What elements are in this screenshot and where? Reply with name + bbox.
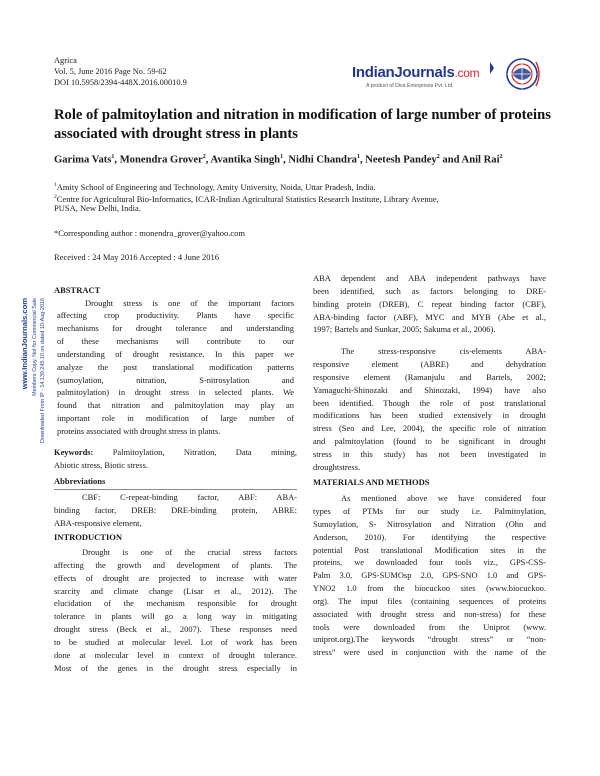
author-name: Anil Rai — [461, 154, 500, 166]
intro-line: drought stress (Beck et al., 2007). These responses need — [54, 624, 297, 635]
body-line: 1997; Bartels and Sunkar, 2005; Sakuma et al., 2006). — [313, 324, 496, 335]
abbreviation-line: CBF: C-repeat-binding factor, ABF: ABA- — [82, 491, 297, 502]
abstract-line: affecting crop productivity. Plants have specific — [57, 310, 294, 321]
intro-line: effects of drought are projected to increase with water — [54, 572, 297, 583]
body-line: Anderson, 2010). For identifying the respective — [313, 531, 546, 542]
methods-heading: MATERIALS AND METHODS — [313, 476, 430, 487]
body-line: potential Post translational Modification sites in the — [313, 544, 546, 555]
author-affiliation-marker: 2 — [499, 154, 503, 160]
affiliation-1: $^1$Amity School of Engineering and Technology, Amity University, Noida, Uttar Pradesh, India. — [54, 181, 376, 192]
author-name: Nidhi Chandra — [288, 154, 357, 166]
author-affiliation-marker: 1 — [280, 154, 284, 160]
author-affiliation-marker: 2 — [202, 154, 206, 160]
affiliation-2: $^2$Centre for Agricultural Bio-Informatics, ICAR-Indian Agricultural Statistics Research Institute, Library Avenue, — [54, 193, 439, 204]
right-column — [313, 272, 546, 659]
left-column — [54, 284, 297, 674]
watermark-members: Members Copy, Not for Commercial Sale — [32, 298, 38, 396]
intro-line: Drought is one of the crucial stress factors — [82, 547, 297, 557]
journal-name: Agrica — [54, 56, 77, 65]
keywords-top-rule — [54, 489, 297, 490]
author-name: Neetesh Pandey — [365, 154, 437, 166]
keywords-cont: Abiotic stress, Biotic stress. — [54, 459, 148, 470]
keywords: Keywords: Palmitoylation, Nitration, Data mining, — [54, 446, 297, 457]
download-watermark — [18, 298, 58, 478]
abstract-line: analyze the post translational modification patterns — [57, 361, 294, 372]
indianjournals-logo[interactable] — [352, 54, 552, 94]
logo-domain: .com — [454, 66, 480, 80]
body-line: modifications has been studied extensively in drought — [313, 410, 546, 421]
body-line: stress (Seo and Lee, 2004), the specific role of nitration — [313, 423, 546, 434]
abstract-line: Drought stress is one of the important factors — [85, 297, 294, 308]
watermark-download: Downloaded From IP - 14.139.245.10 on dated 10-Aug-2016 — [40, 298, 46, 443]
body-line: stress in this study) has not been investigated in — [313, 448, 546, 459]
body-line: been identified, such as factors belonging to DRE- — [313, 285, 546, 296]
logo-text: IndianJournals — [352, 64, 455, 81]
abstract-line: (sumoylation, nitration, S-nitrosylation and — [57, 374, 294, 385]
article-title: Role of palmitoylation and nitration in modification of large number of proteins associated with drought stress in plants — [54, 107, 551, 142]
doi: DOI 10.5958/2394-448X.2016.00010.9 — [54, 78, 187, 87]
body-line: As mentioned above we have considered four — [341, 493, 546, 504]
body-line: The stress-responsive cis-elements ABA- — [341, 346, 546, 357]
introduction-heading: INTRODUCTION — [54, 531, 123, 542]
body-line: Yamaguchi-Shinozaki and Shinozaki, 1994) have also — [313, 384, 546, 395]
author-affiliation-marker: 1 — [111, 154, 115, 160]
body-line: tools were downloaded from the Uniprot (www. — [313, 621, 546, 632]
abstract-line: proteins associated with drought stress in plants. — [57, 425, 221, 436]
intro-line: scarcity and climate change (Lisar et al., 2012). The — [54, 585, 297, 596]
abstract-line: palmitoylation) in drought stress in selected plants. We — [57, 387, 294, 398]
globe-icon — [484, 54, 546, 94]
body-line: types of PTMs for our study i.e. Palmitoylation, — [313, 506, 546, 516]
author-affiliation-marker: 2 — [436, 154, 440, 160]
body-line: proteins, we downloaded four tools viz., GPS-CSS- — [313, 557, 546, 568]
intro-line: affecting the growth and development of plants. The — [54, 559, 297, 570]
body-line: YNO2 1.0 from the biocuckoo sites (www.biocuckoo. — [313, 583, 546, 594]
body-line: binding protein (DREB), C repeat binding factor (CBF), — [313, 298, 546, 309]
body-line: Palm 3.0, GPS-SUMOsp 2.0, GPS-SNO 1.0 and GPS- — [313, 570, 546, 581]
body-line: been identified. Though the role of post translational — [313, 397, 546, 408]
body-line: responsive element (ABRE) and dehydration — [313, 359, 546, 370]
abstract-line: of these mechanisms will contribute to our — [57, 336, 294, 347]
intro-line: done at molecular level in context of drought tolerance. — [54, 649, 297, 660]
abbreviation-line: binding factor, DREB: DRE-binding protein, ABRE: — [54, 504, 297, 515]
body-line: stress” were used in conjunction with the name of the — [313, 647, 546, 658]
body-line: org). The input files (containing sequences of proteins — [313, 595, 546, 606]
author-affiliation-marker: 1 — [356, 154, 360, 160]
body-line: droughtstress. — [313, 461, 361, 472]
abstract-heading: ABSTRACT — [54, 285, 101, 295]
body-line: ABA dependent and ABA independent pathways have — [313, 273, 546, 283]
abbreviation-line: ABA-responsive element, — [54, 517, 142, 528]
body-line: responsive element (Ramanjulu and Bartels, 2002; — [313, 371, 546, 382]
body-line: uniprot.org).The keywords “drought stress” or “non- — [313, 634, 546, 645]
logo-tagline: A product of Diva Enterprises Pvt. Ltd. — [366, 83, 454, 89]
body-line: and palmitoylation (found to be significant in drought — [313, 436, 546, 447]
abbreviations-heading: Abbreviations — [54, 476, 106, 487]
abstract-line: found that nitration and palmitoylation may play an — [57, 400, 294, 411]
volume-info: Vol. 5, June 2016 Page No. 59-62 — [54, 67, 167, 76]
keywords-label: Keywords: — [54, 446, 94, 457]
author-name: Garima Vats — [54, 154, 112, 166]
body-line: associated with drought stress and non-stress) for these — [313, 608, 546, 619]
body-line: Sumoylation, S- Nitrosylation and Nitration (Ohn and — [313, 518, 546, 529]
abstract-line: important role in modification of large number of — [57, 413, 294, 424]
affiliation-2-cont: PUSA, New Delhi, India. — [54, 203, 141, 213]
watermark-site: www.IndianJournals.com — [20, 298, 29, 390]
author-name: Avantika Singh — [210, 154, 281, 166]
intro-line: to be studied at molecular level. Lot of work has been — [54, 636, 297, 647]
abstract-body — [54, 297, 297, 438]
body-line: ABA-binding factor (ABF), MYC and MYB (Abe et al., — [313, 311, 546, 322]
abstract-line: mechanisms for drought tolerance and understanding — [57, 323, 294, 334]
corresponding-author: *Corresponding author : monendra_grover@yahoo.com — [54, 228, 246, 238]
author-list: Garima Vats$^1$, Monendra Grover$^2$, Avantika Singh$^1$, Nidhi Chandra$^1$, Neetesh Pandey$^2$ and Anil Rai$^2$ — [54, 154, 503, 166]
intro-line: tolerance in plants will go a long way in mitigating — [54, 611, 297, 622]
intro-line: Most of the genes in the drought stress especially in — [54, 662, 297, 673]
author-name: Monendra Grover — [119, 154, 203, 166]
received-accepted-dates: Received : 24 May 2016 Accepted : 4 June 2016 — [54, 252, 220, 262]
abstract-line: understanding of drought resistance. In this paper we — [57, 348, 294, 359]
intro-line: elucidation of the mechanism responsible for drought — [54, 598, 297, 609]
